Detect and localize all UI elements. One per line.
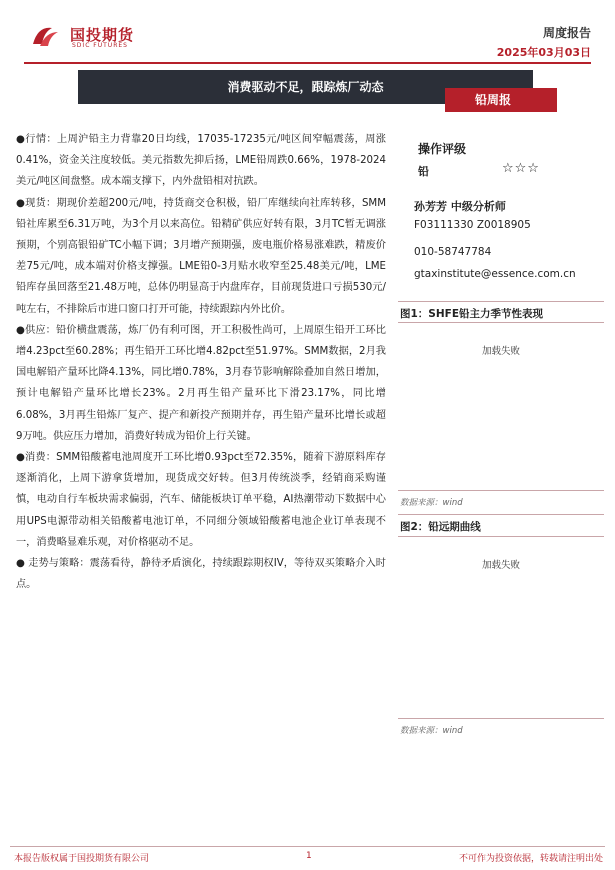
rating-label: 操作评级 (418, 142, 467, 156)
header-divider (24, 62, 591, 64)
paragraph-spot: ●现货：期现价差超200元/吨，持货商交仓积极，铅厂库继续向社库转移，SMM铅社库累至6.31万吨，为3个月以来高位。铅精矿供应好转有限，3月TC暂无调涨预期，个别高银铅矿TC小幅下调；3月增产预期强，废电瓶价格易涨难跌，精废价差75元/吨，成本端对价格支撑强。LME铅0-3月贴水收窄至25.48美元/吨，LME铅库存虽回落至21.48万吨，总体仍明显高于内盘库存，目前现货进口亏损530元/吨左右，不排除后市进口窗口打开可能，持续跟踪内外比价。 (16, 197, 386, 315)
main-content (16, 129, 386, 595)
figure-2-source: 数据来源：wind (400, 726, 463, 736)
logo-chinese-name: 国投期货 (70, 26, 135, 44)
footer-disclaimer: 不可作为投资依据，转载请注明出处 (458, 854, 603, 864)
paragraph-strategy: ● 走势与策略：震荡看待，静待矛盾演化，持续跟踪期权IV，等待双买策略介入时点。 (16, 558, 386, 591)
paragraph-supply: ●供应：铅价横盘震荡，炼厂仍有利可图，开工积极性尚可，上周原生铅开工环比增4.23pct至60.28%；再生铅开工环比增4.82pct至51.97%。SMM数据，2月我国电解铅产量环比降4.13%，同比增0.78%，3月春节影响解除叠加自然日增加，预计电解铅产量环比增长23%。2月再生铅产量环比下滑23.17%，同比增6.08%，3月再生铅炼厂复产、提产和新投产预期并存，再生铅产量环比增长或超9万吨。供应压力增加，消费好转成为铅价上行关键。 (16, 324, 386, 442)
footer-copyright: 本报告版权属于国投期货有限公司 (14, 854, 150, 864)
report-type: 周度报告 (542, 26, 591, 40)
rating-metal: 铅 (418, 165, 429, 178)
figure-divider (398, 718, 604, 719)
contact-email[interactable]: gtaxinstitute@essence.com.cn (414, 268, 576, 280)
figure-1-image (398, 343, 604, 357)
analyst-certificate: F03111330 Z0018905 (414, 219, 531, 231)
logo-english-name: SDIC FUTURES (72, 42, 128, 49)
figure-divider (398, 514, 604, 515)
footer-divider (10, 846, 605, 847)
figure-divider (398, 490, 604, 491)
rating-stars: ☆☆☆ (502, 161, 540, 176)
page-number: 1 (306, 851, 312, 861)
company-logo (30, 22, 155, 52)
figure-2-image (398, 557, 604, 571)
report-title: 消费驱动不足，跟踪炼厂动态 (227, 80, 384, 94)
figure-1-source: 数据来源：wind (400, 498, 463, 508)
logo-mark-icon (30, 24, 60, 50)
figure-divider (398, 322, 604, 323)
figure-2-title: 图2：铅远期曲线 (400, 521, 481, 533)
image-load-failed-text: 加载失败 (481, 346, 520, 357)
analyst-name: 孙芳芳 中级分析师 (414, 200, 506, 213)
figure-divider (398, 536, 604, 537)
contact-phone: 010-58747784 (414, 246, 492, 258)
report-date: 2025年03月03日 (496, 46, 591, 59)
report-category-tag: 铅周报 (445, 88, 557, 112)
figure-1-title: 图1：SHFE铅主力季节性表现 (400, 308, 544, 320)
image-load-failed-text: 加载失败 (481, 560, 520, 571)
paragraph-consumption: ●消费：SMM铅酸蓄电池周度开工环比增0.93pct至72.35%，随着下游原料库存逐渐消化，上周下游拿货增加，现货成交好转。但3月传统淡季，经销商采购谨慎，电动自行车板块需求偏弱，汽车、储能板块订单平稳，AI热潮带动下数据中心用UPS电源带动相关铅酸蓄电池订单，不同细分领域铅酸蓄电池企业订单表现不一，消费略显难乐观，对价格驱动不足。 (16, 452, 386, 548)
figure-divider (398, 301, 604, 302)
paragraph-market: ●行情：上周沪铅主力背靠20日均线，17035-17235元/吨区间窄幅震荡，周涨0.41%，资金关注度较低。美元指数先抑后扬，LME铅周跌0.66%，1978-2024美元/吨区间盘整。成本端支撑下，内外盘铅相对抗跌。 (16, 134, 386, 188)
